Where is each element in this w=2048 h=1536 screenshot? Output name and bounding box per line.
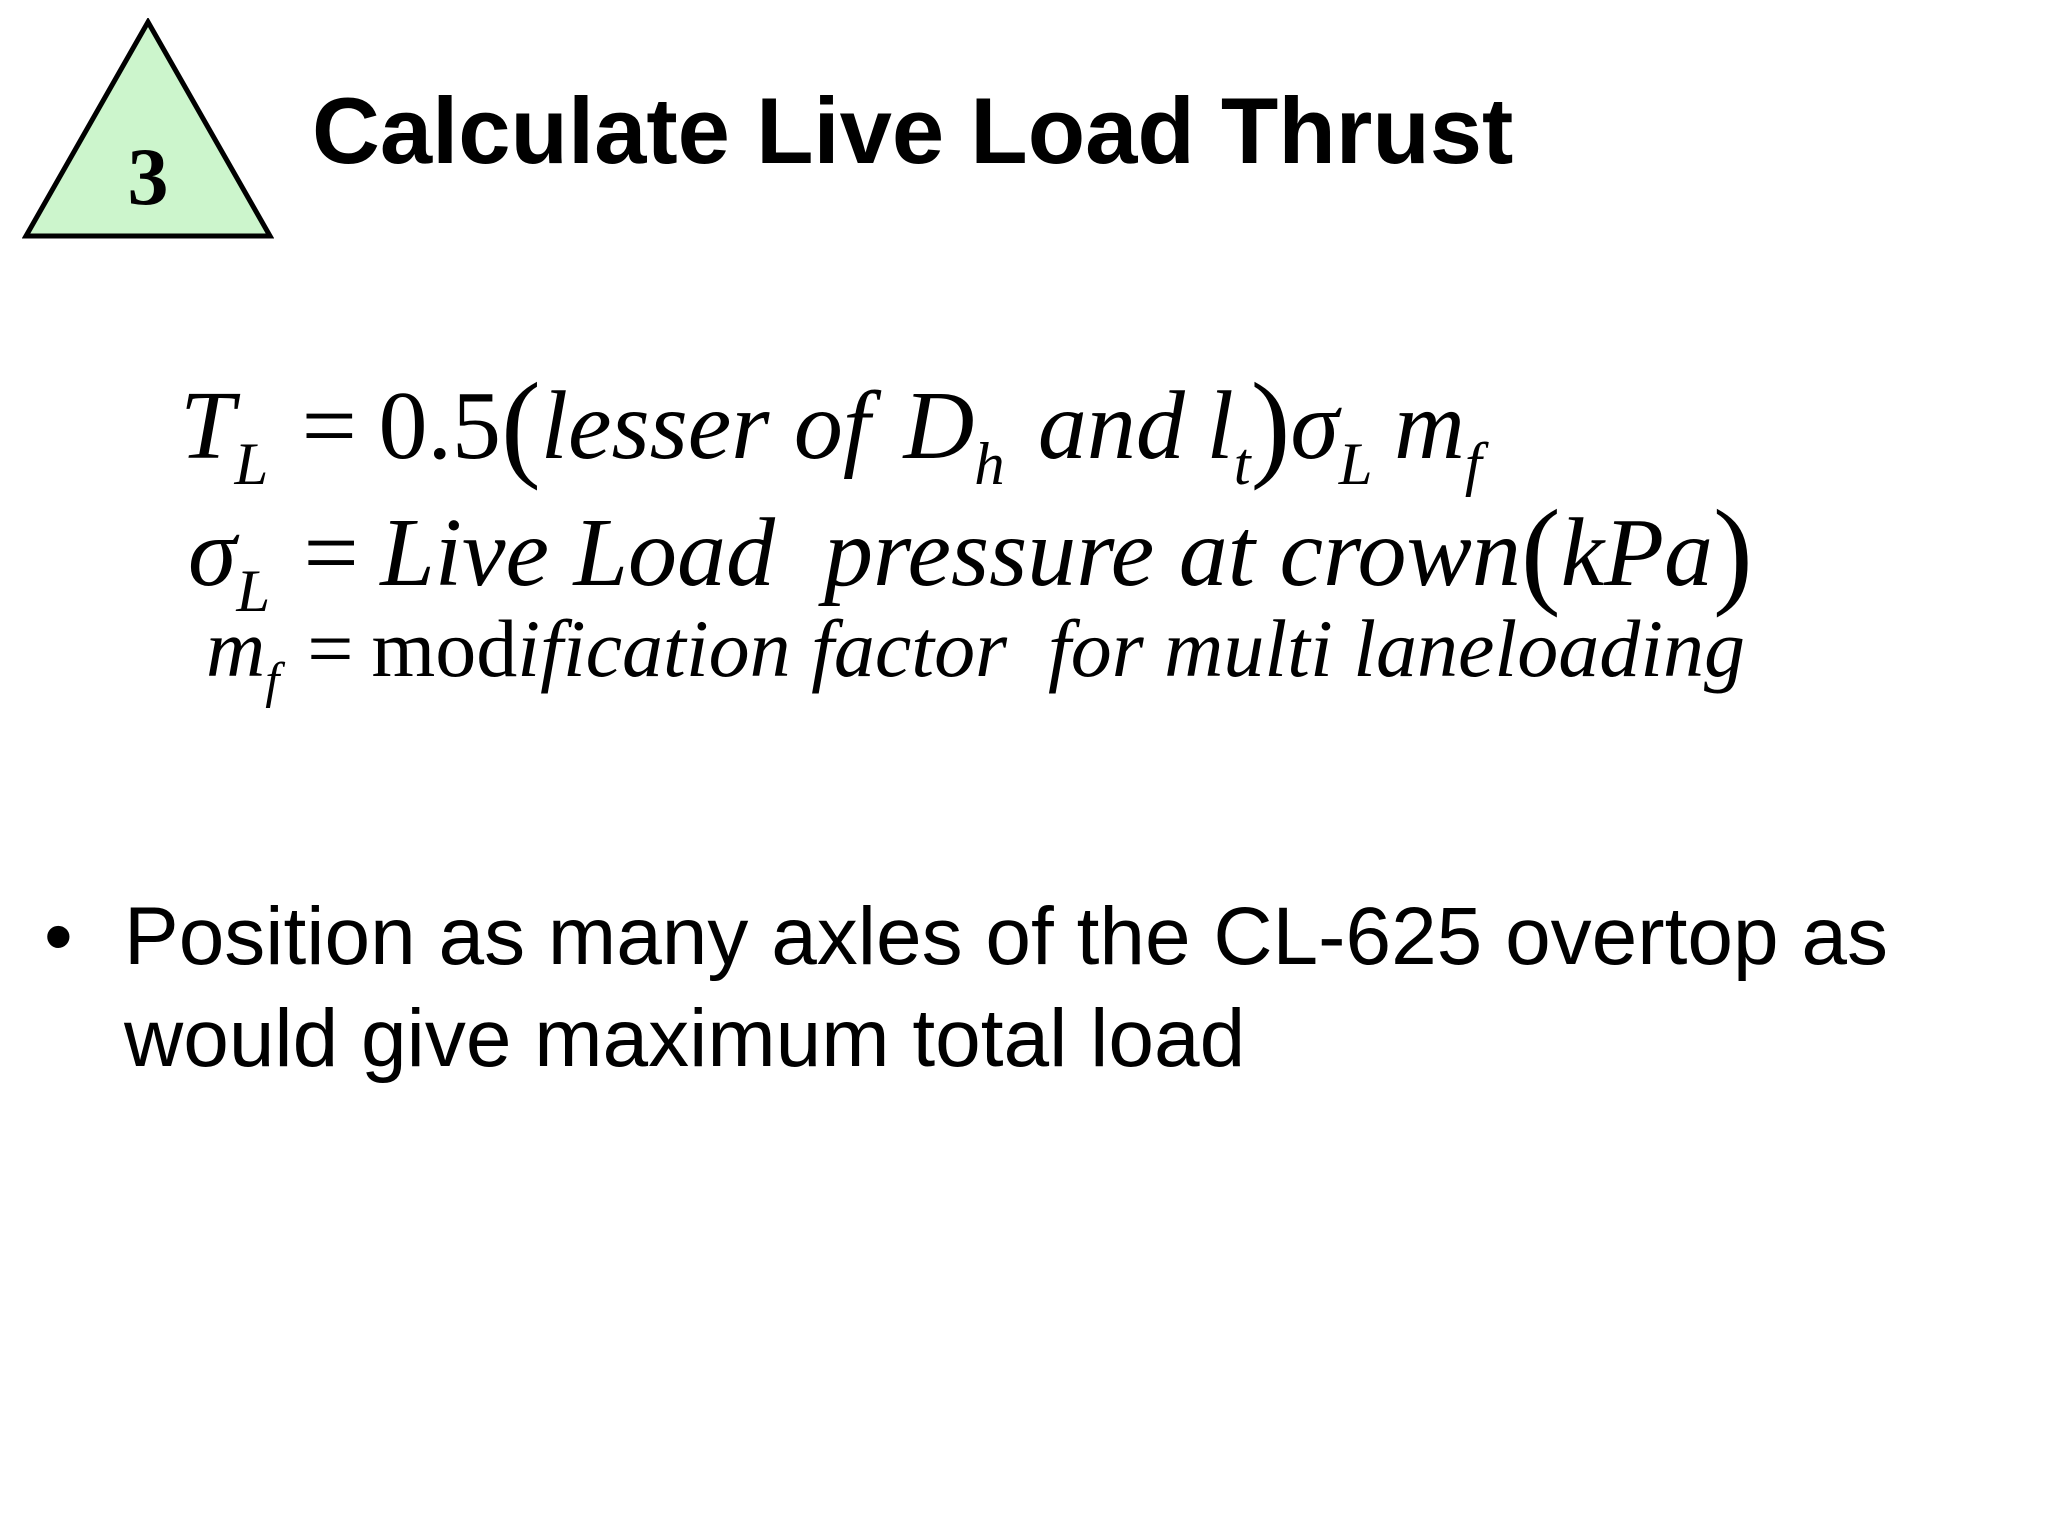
eq1-lesser-of: lesser of xyxy=(540,372,871,480)
equation-sigma xyxy=(188,485,1753,625)
eq2-unit: kPa xyxy=(1560,499,1714,607)
page-title: Calculate Live Load Thrust xyxy=(312,78,1514,183)
eq1-close-paren: ) xyxy=(1250,358,1291,492)
step-number: 3 xyxy=(127,131,169,222)
eq1-coef: 0.5 xyxy=(378,372,501,480)
step-badge xyxy=(22,18,274,240)
eq2-text: Live Load pressure at crown xyxy=(380,499,1521,607)
eq1-sigma-sub: L xyxy=(1338,430,1373,498)
eq1-and: and xyxy=(1037,372,1185,480)
bullet-marker: • xyxy=(44,891,73,982)
eq2-sigma-sub: L xyxy=(236,557,271,625)
eq3-text: ification factor for multi laneloading xyxy=(517,603,1745,694)
eq1-open-paren: ( xyxy=(500,358,541,492)
equation-thrust xyxy=(180,358,1482,498)
eq3-m: m xyxy=(206,603,266,694)
eq2-close-paren: ) xyxy=(1713,485,1753,619)
equation-modification-factor xyxy=(206,603,1745,709)
eq1-d-sub: h xyxy=(974,430,1005,498)
eq2-equals: = xyxy=(303,499,359,607)
eq2-open-paren: ( xyxy=(1520,485,1561,619)
eq1-equals: = xyxy=(301,372,357,480)
eq1-l: l xyxy=(1206,372,1234,480)
eq1-m: m xyxy=(1394,372,1465,480)
eq1-l-sub: t xyxy=(1233,430,1251,498)
eq3-mod: mod xyxy=(371,603,518,694)
eq1-lhs: T xyxy=(180,372,235,480)
eq1-lhs-sub: L xyxy=(234,430,269,498)
eq3-m-sub: f xyxy=(265,652,280,709)
eq2-sigma: σ xyxy=(188,499,237,607)
bullet-text: Position as many axles of the CL-625 overtop as would give maximum total load xyxy=(124,891,1888,1084)
eq1-d: D xyxy=(903,372,975,480)
eq3-equals: = xyxy=(307,603,354,694)
eq1-sigma: σ xyxy=(1290,372,1339,480)
eq1-m-sub: f xyxy=(1464,430,1482,498)
